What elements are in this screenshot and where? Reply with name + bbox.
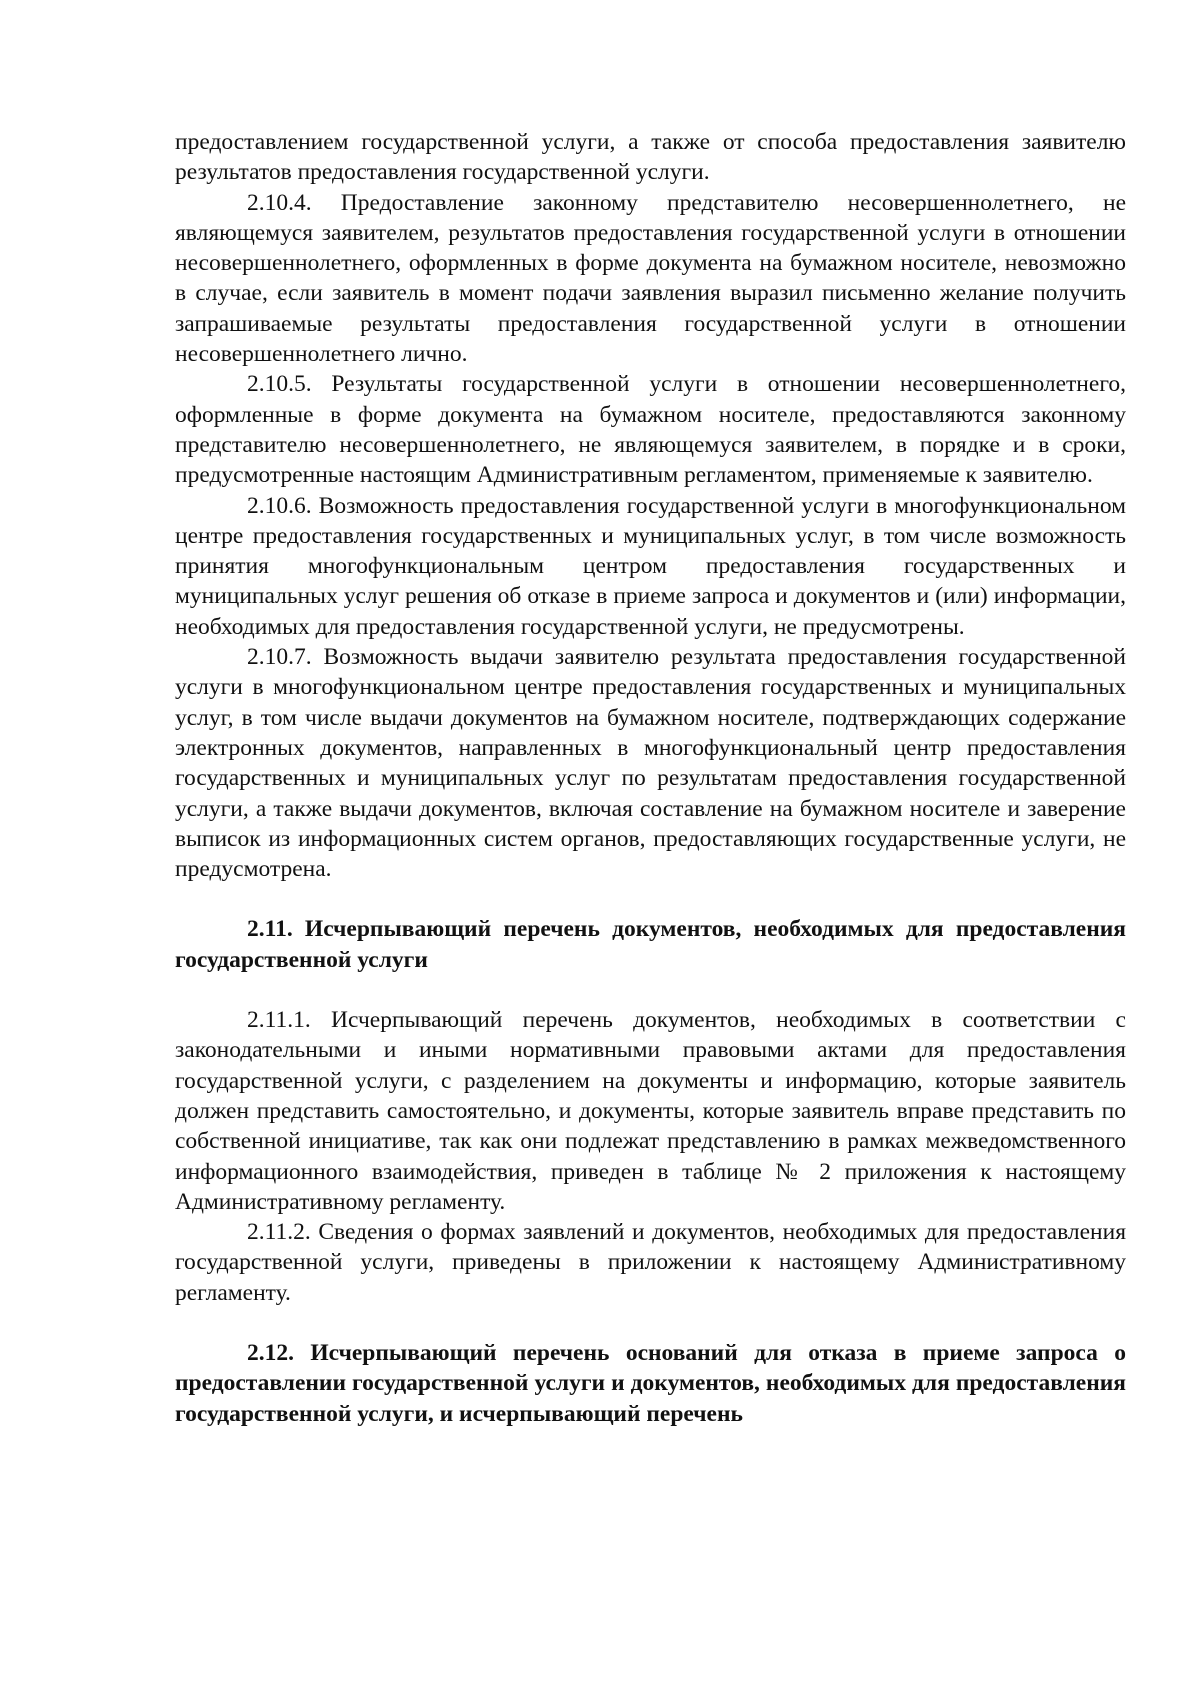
- section-heading-2-12: 2.12. Исчерпывающий перечень оснований для отказа в приеме запроса о предоставлении государственной услуги и документов, необходимых для предоставления государственной услуги, и исчерпывающий перечень: [175, 1339, 1126, 1427]
- paragraph-2-11-1: 2.11.1. Исчерпывающий перечень документов, необходимых в соответствии с законодательными и иными нормативными правовыми актами для предоставления государственной услуги, с разделением на документы и информацию, которые заявитель должен представить самостоятельно, и документы, которые заявитель вправе представить по собственной инициативе, так как они подлежат представлению в рамках межведомственного информационного взаимодействия, приведен в таблице № 2 приложения к настоящему Административному регламенту.: [175, 1007, 1126, 1215]
- paragraph-2-10-7: 2.10.7. Возможность выдачи заявителю результата предоставления государственной услуги в многофункциональном центре предоставления государственных и муниципальных услуг, в том числе выдачи документов на бумажном носителе, подтверждающих содержание электронных документов, направленных в многофункциональный центр предоставления государственных и муниципальных услуг по результатам предоставления государственной услуги, а также выдачи документов, включая составление на бумажном носителе и заверение выписок из информационных систем органов, предоставляющих государственные услуги, не предусмотрена.: [175, 644, 1126, 883]
- paragraph-2-10-6: 2.10.6. Возможность предоставления государственной услуги в многофункциональном центре предоставления государственных и муниципальных услуг, в том числе возможность принятия многофункциональным центром предоставления государственных и муниципальных услуг решения об отказе в приеме запроса и документов и (или) информации, необходимых для предоставления государственной услуги, не предусмотрены.: [175, 492, 1126, 640]
- paragraph-continuation: предоставлением государственной услуги, а также от способа предоставления заявителю результатов предоставления государственной услуги.: [175, 129, 1126, 186]
- section-heading-2-11: 2.11. Исчерпывающий перечень документов, необходимых для предоставления государственной услуги: [175, 916, 1126, 973]
- paragraph-2-10-4: 2.10.4. Предоставление законному представителю несовершеннолетнего, не являющемуся заявителем, результатов предоставления государственной услуги в отношении несовершеннолетнего, оформленных в форме документа на бумажном носителе, невозможно в случае, если заявитель в момент подачи заявления выразил письменно желание получить запрашиваемые результаты предоставления государственной услуги в отношении несовершеннолетнего лично.: [175, 189, 1126, 368]
- paragraph-2-10-5: 2.10.5. Результаты государственной услуги в отношении несовершеннолетнего, оформленные в форме документа на бумажном носителе, предоставляются законному представителю несовершеннолетнего, не являющемуся заявителем, в порядке и в сроки, предусмотренные настоящим Административным регламентом, применяемые к заявителю.: [175, 371, 1126, 489]
- document-page: [175, 127, 1126, 1429]
- paragraph-2-11-2: 2.11.2. Сведения о формах заявлений и документов, необходимых для предоставления государственной услуги, приведены в приложении к настоящему Административному регламенту.: [175, 1219, 1126, 1306]
